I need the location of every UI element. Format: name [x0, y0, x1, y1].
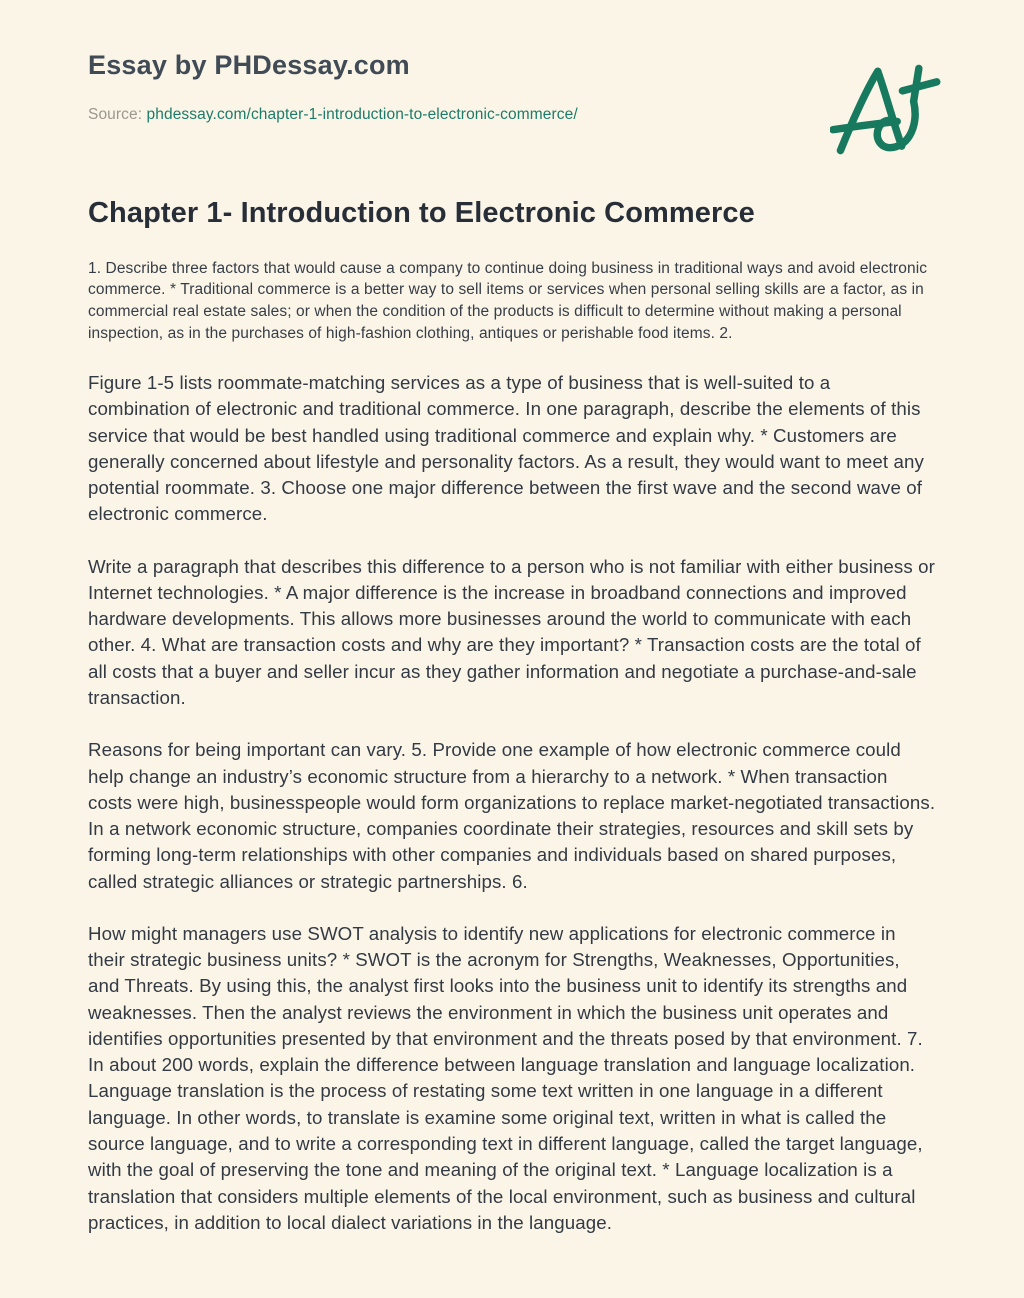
source-line: [88, 106, 936, 124]
essay-paragraph-5: How might managers use SWOT analysis to identify new applications for electronic commerce in their strategic business units? * SWOT is the acronym for Strengths, Weaknesses, Opportunities, and Threats. By using this, the analyst first looks into the business unit to identify its strengths and weaknesses. Then the analyst reviews the environment in which the business unit operates and identifies opportunities presented by that environment and the threats posed by that environment. 7. In about 200 words, explain the difference between language translation and language localization. Language translation is the process of restating some text written in one language in a different language. In other words, to translate is examine some original text, written in what is called the source language, and to write a corresponding text in different language, called the target language, with the goal of preserving the tone and meaning of the original text. * Language localization is a translation that considers multiple elements of the local environment, such as business and cultural practices, in addition to local dialect variations in the language.: [88, 922, 923, 1233]
essay-paragraph-4: Reasons for being important can vary. 5. Provide one example of how electronic commerce could help change an industry’s economic structure from a hierarchy to a network. * When transaction costs were high, businesspeople would form organizations to replace market-negotiated transactions. In a network economic structure, companies coordinate their strategies, resources and skill sets by forming long-term relationships with other companies and individuals based on shared purposes, called strategic alliances or strategic partnerships. 6.: [88, 739, 936, 892]
source-label: Source:: [88, 106, 143, 124]
essay-paragraph-1: 1. Describe three factors that would cause a company to continue doing business in traditional ways and avoid electronic commerce. * Traditional commerce is a better way to sell items or services when personal selling skills are a factor, as in commercial real estate sales; or when the condition of the products is difficult to determine without making a personal inspection, as in the purchases of high-fashion clothing, antiques or perishable food items. 2.: [88, 259, 928, 342]
site-title: Essay by PHDessay.com: [88, 50, 410, 80]
essay-paragraph-2: Figure 1-5 lists roommate-matching services as a type of business that is well-suited to a combination of electronic and traditional commerce. In one paragraph, describe the elements of this service that would be best handled using traditional commerce and explain why. * Customers are generally concerned about lifestyle and personality factors. As a result, they would want to meet any potential roommate. 3. Choose one major difference between the first wave and the second wave of electronic commerce.: [88, 372, 924, 525]
article-body: [88, 258, 936, 1236]
a-plus-logo-icon: [830, 52, 942, 170]
essay-paragraph-3: Write a paragraph that describes this difference to a person who is not familiar with either business or Internet technologies. * A major difference is the increase in broadband connections and improved hardware developments. This allows more businesses around the world to communicate with each other. 4. What are transaction costs and why are they important? * Transaction costs are the total of all costs that a buyer and seller incur as they gather information and negotiate a purchase-and-sale transaction.: [88, 555, 935, 708]
source-url-link[interactable]: phdessay.com/chapter-1-introduction-to-electronic-commerce/: [146, 106, 578, 124]
page-header: [88, 50, 936, 124]
article-title: Chapter 1- Introduction to Electronic Commerce: [88, 197, 755, 230]
